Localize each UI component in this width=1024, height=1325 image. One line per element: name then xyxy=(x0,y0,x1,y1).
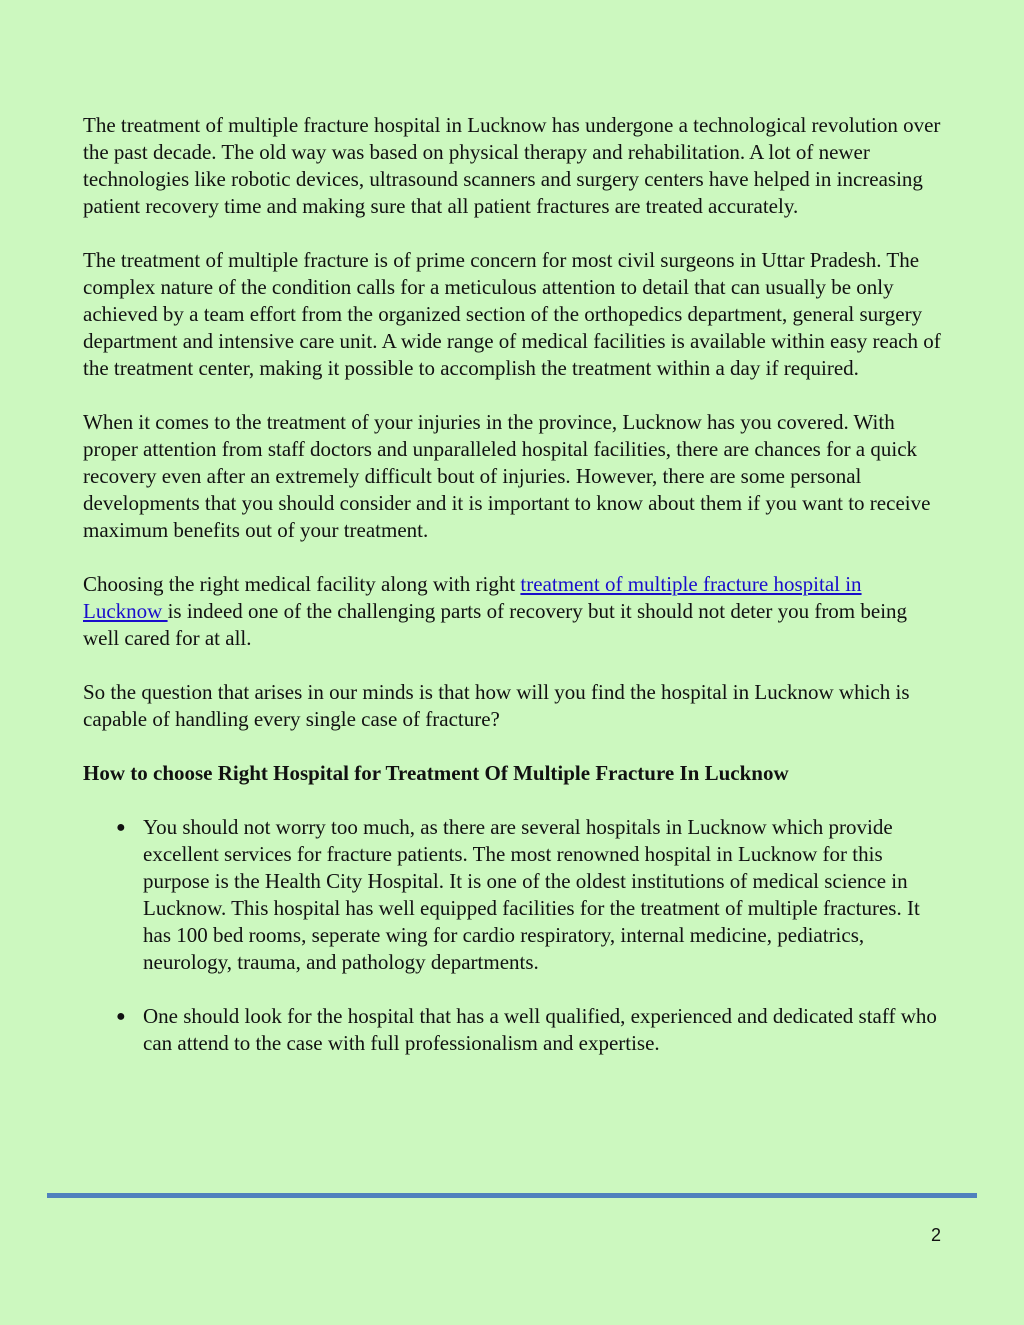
bullet-text: One should look for the hospital that has a well qualified, experienced and dedicated staff who can attend to the case with full professionalism and expertise. xyxy=(143,1004,937,1055)
list-item xyxy=(83,814,943,976)
list-item xyxy=(83,1003,943,1057)
section-heading: How to choose Right Hospital for Treatment Of Multiple Fracture In Lucknow xyxy=(83,761,789,785)
bullet-text: You should not worry too much, as there are several hospitals in Lucknow which provide excellent services for fracture patients. The most renowned hospital in Lucknow for this purpose is the Health City Hospital. It is one of the oldest institutions of medical science in Lucknow. This hospital has well equipped facilities for the treatment of multiple fractures. It has 100 bed rooms, seperate wing for cardio respiratory, internal medicine, pediatrics, neurology, trauma, and pathology departments. xyxy=(143,815,920,974)
treatment-hospital-link[interactable]: treatment of multiple fracture hospital in Lucknow xyxy=(83,572,862,623)
paragraph-question: So the question that arises in our minds is that how will you find the hospital in Lucknow which is capable of handling every single case of fracture? xyxy=(83,680,910,731)
paragraph-province: When it comes to the treatment of your injuries in the province, Lucknow has you covered. With proper attention from staff doctors and unparalleled hospital facilities, there are chances for a quick recovery even after an extremely difficult bout of injuries. However, there are some personal developments that you should consider and it is important to know about them if you want to receive maximum benefits out of your treatment. xyxy=(83,410,931,542)
bullet-list xyxy=(83,814,943,1057)
paragraph-choosing-tail: is indeed one of the challenging parts of recovery but it should not deter you from being well cared for at all. xyxy=(83,599,908,650)
paragraph-choosing-lead: Choosing the right medical facility along with right xyxy=(83,572,521,596)
bullet-icon: ● xyxy=(116,819,126,836)
paragraph-prime-concern: The treatment of multiple fracture is of prime concern for most civil surgeons in Uttar Pradesh. The complex nature of the condition calls for a meticulous attention to detail that can usually be only achieved by a team effort from the organized section of the orthopedics department, general surgery department and intensive care unit. A wide range of medical facilities is available within easy reach of the treatment center, making it possible to accomplish the treatment within a day if required. xyxy=(83,248,941,380)
page-number: 2 xyxy=(930,1225,941,1245)
footer-divider xyxy=(47,1193,977,1198)
page-content xyxy=(83,112,943,1084)
bullet-icon: ● xyxy=(116,1008,126,1025)
paragraph-choosing xyxy=(83,571,943,652)
paragraph-intro: The treatment of multiple fracture hospital in Lucknow has undergone a technological revolution over the past decade. The old way was based on physical therapy and rehabilitation. A lot of newer technologies like robotic devices, ultrasound scanners and surgery centers have helped in increasing patient recovery time and making sure that all patient fractures are treated accurately. xyxy=(83,113,941,218)
